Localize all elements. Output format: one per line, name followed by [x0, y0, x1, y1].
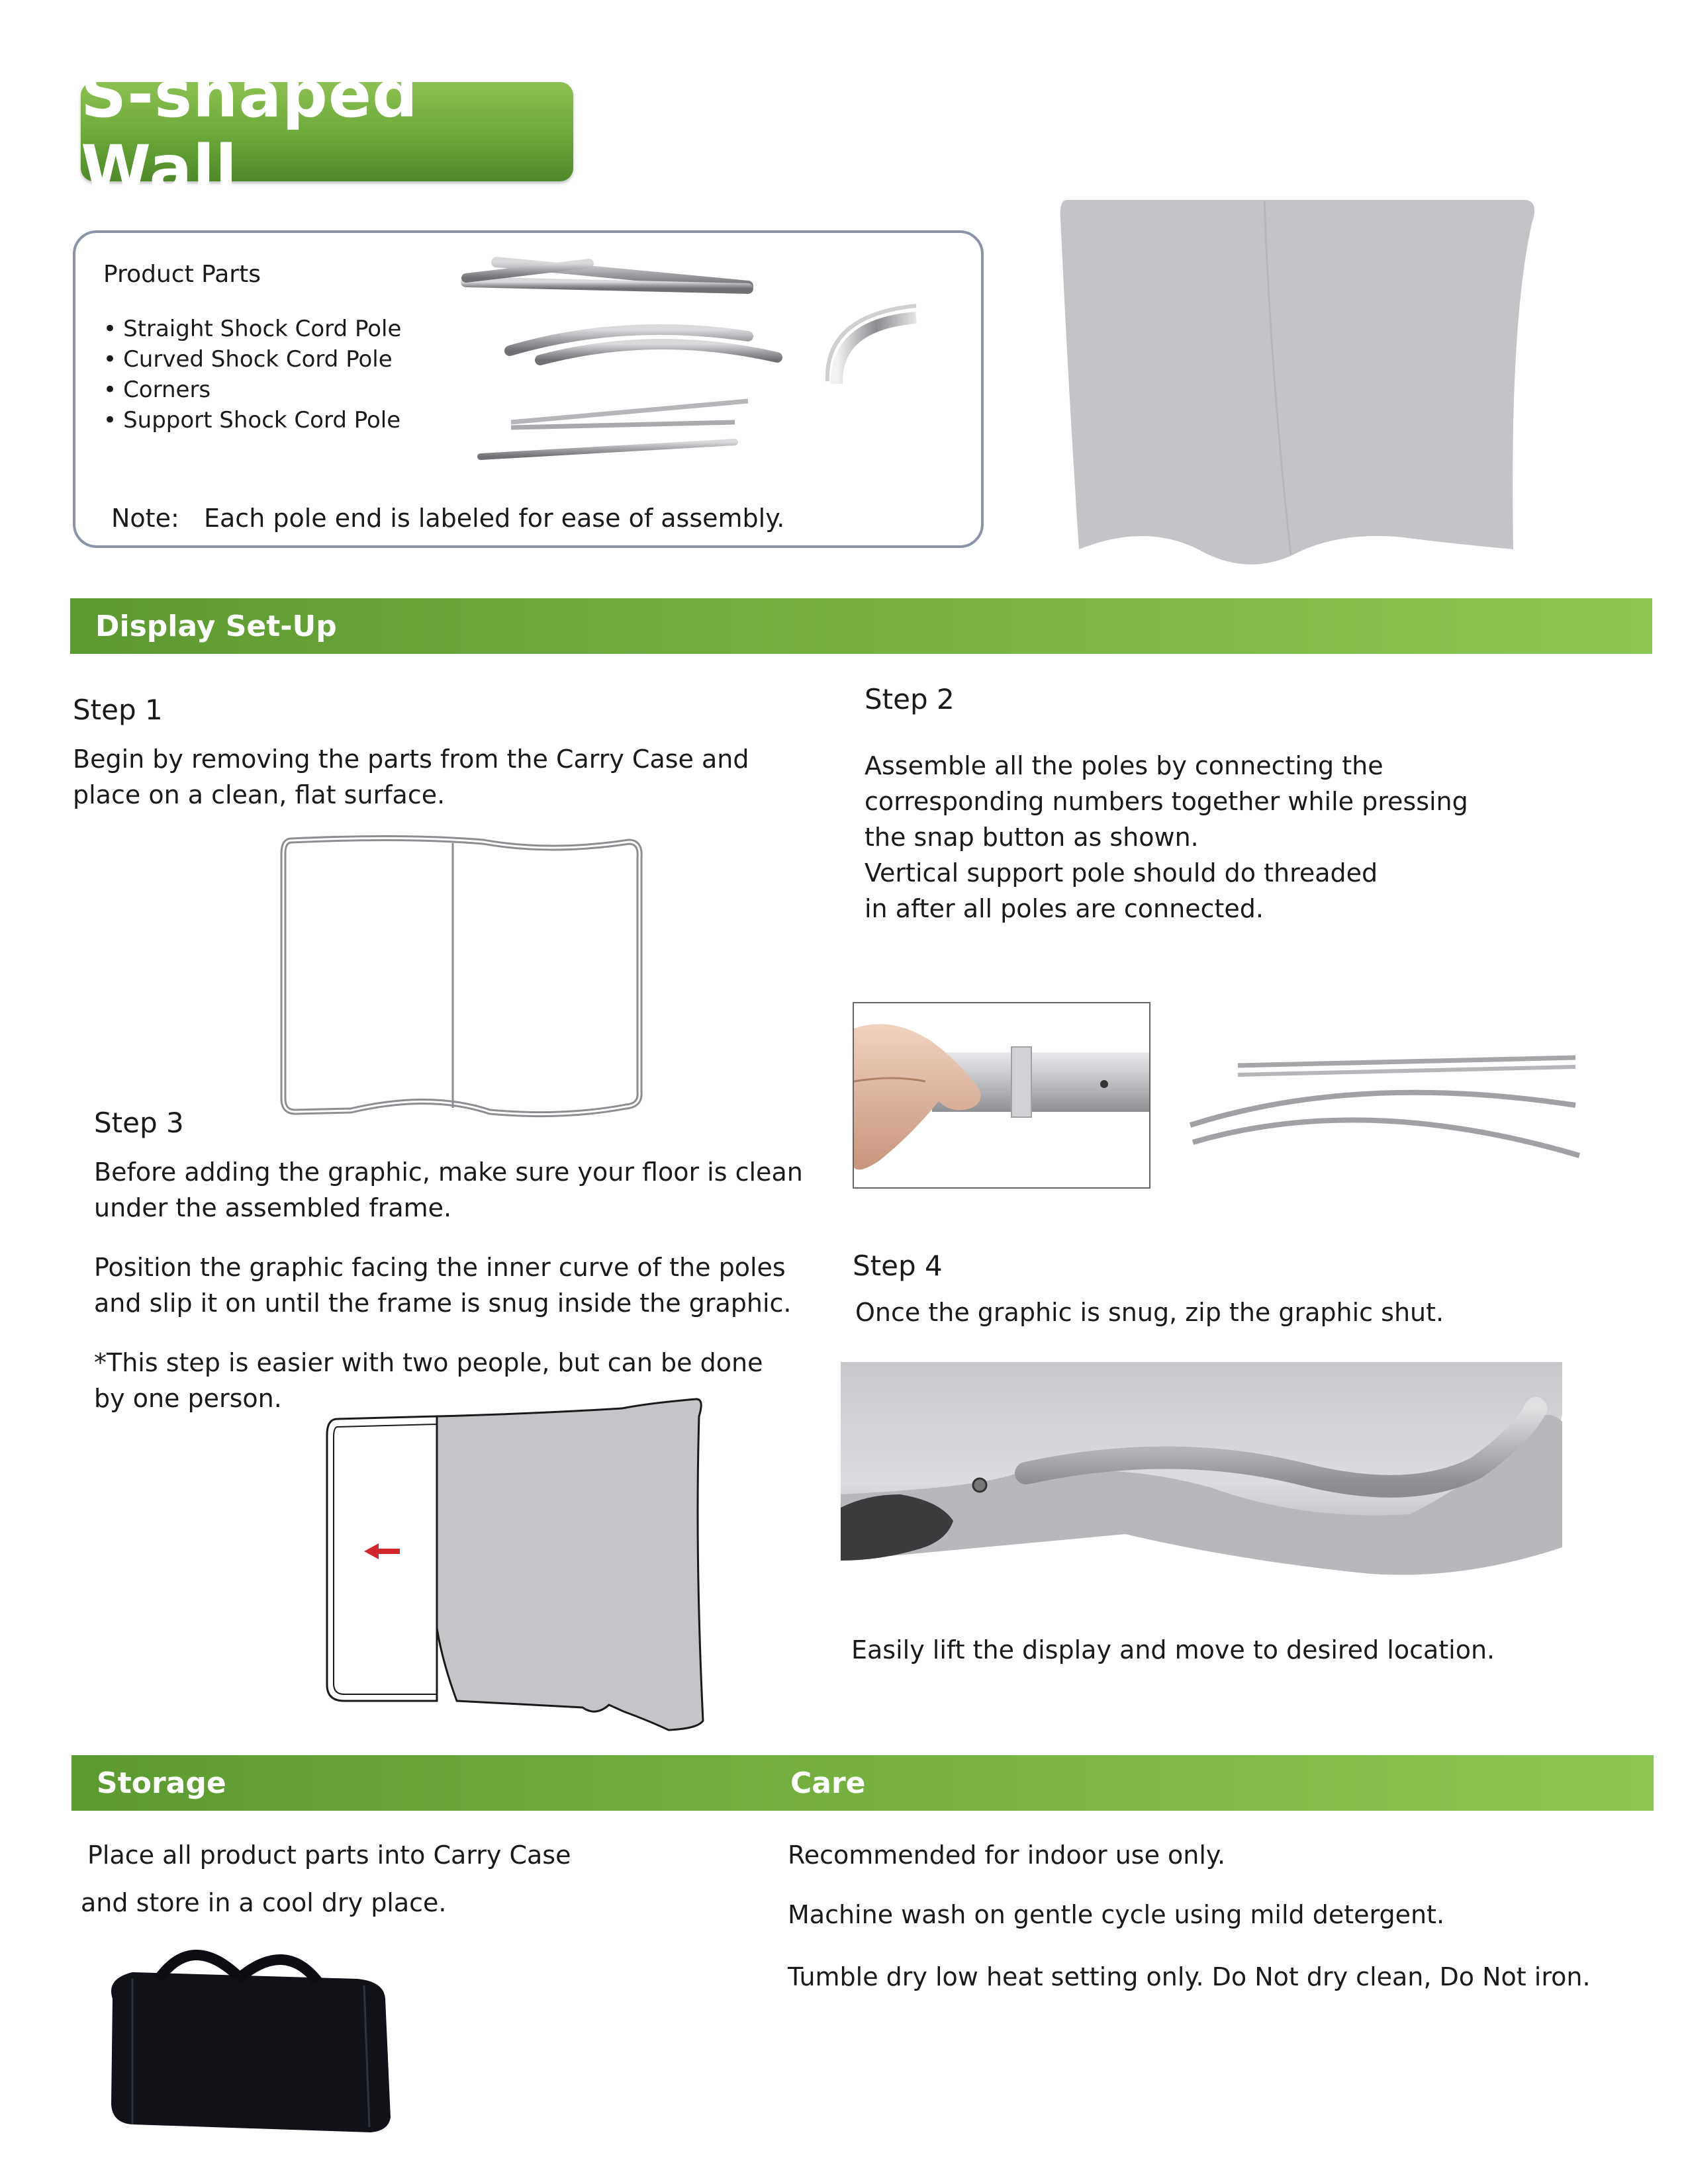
care-line-1: Recommended for indoor use only. — [788, 1841, 1226, 1870]
parts-illustration — [457, 251, 933, 477]
corner-icon — [827, 306, 916, 384]
step1-line-1: Begin by removing the parts from the Carry Case and — [73, 745, 749, 774]
product-parts-list — [103, 314, 401, 435]
step3-p2-line-2: and slip it on until the frame is snug inside the graphic. — [94, 1289, 792, 1318]
product-parts-heading: Product Parts — [103, 261, 261, 288]
list-item: • Corners — [103, 375, 401, 405]
step3-p1-line-2: under the assembled frame. — [94, 1193, 452, 1222]
section-header-storage-care — [71, 1755, 1654, 1811]
step2-line-1: Assemble all the poles by connecting the — [865, 751, 1383, 780]
care-line-3: Tumble dry low heat setting only. Do Not dry clean, Do Not iron. — [788, 1962, 1591, 1991]
frame-illustration — [271, 827, 649, 1125]
list-item: • Straight Shock Cord Pole — [103, 314, 401, 344]
step3-p3-line-1: *This step is easier with two people, but can be done — [94, 1348, 763, 1377]
step1-line-2: place on a clean, flat surface. — [73, 780, 445, 809]
note-label: Note: — [111, 504, 179, 533]
list-item: • Curved Shock Cord Pole — [103, 344, 401, 375]
assembled-poles-illustration — [1185, 1052, 1582, 1171]
step3-p2-line-1: Position the graphic facing the inner curve of the poles — [94, 1253, 786, 1282]
support-pole-icon — [481, 401, 748, 457]
page-title: S-shaped Wall — [81, 82, 573, 181]
graphic-slip-illustration — [318, 1390, 715, 1734]
step4-after: Easily lift the display and move to desired location. — [851, 1635, 1495, 1664]
care-heading: Care — [790, 1766, 866, 1800]
setup-heading: Display Set-Up — [95, 609, 337, 643]
step2-line-4: Vertical support pole should do threaded — [865, 858, 1378, 887]
care-line-2: Machine wash on gentle cycle using mild detergent. — [788, 1900, 1445, 1929]
step3-p1-line-1: Before adding the graphic, make sure your floor is clean — [94, 1158, 803, 1187]
zip-photo — [841, 1362, 1562, 1587]
step4-title: Step 4 — [853, 1250, 943, 1282]
step2-line-5: in after all poles are connected. — [865, 894, 1264, 923]
straight-pole-icon — [466, 262, 748, 289]
section-header-setup — [70, 598, 1652, 654]
step2-line-2: corresponding numbers together while pressing — [865, 787, 1468, 816]
step2-title: Step 2 — [865, 683, 955, 715]
step2-line-3: the snap button as shown. — [865, 823, 1199, 852]
storage-line-1: Place all product parts into Carry Case — [87, 1841, 571, 1870]
wall-graphic-illustration — [1046, 192, 1542, 569]
step4-line: Once the graphic is snug, zip the graphic shut. — [855, 1298, 1444, 1327]
list-item: • Support Shock Cord Pole — [103, 405, 401, 435]
carry-case-photo — [93, 1926, 404, 2144]
step3-p3-line-2: by one person. — [94, 1384, 282, 1413]
snap-button-photo — [853, 1002, 1150, 1189]
storage-heading: Storage — [97, 1766, 226, 1800]
curved-pole-icon — [510, 330, 777, 360]
storage-line-2: and store in a cool dry place. — [81, 1888, 447, 1917]
note-text: Each pole end is labeled for ease of assembly. — [204, 504, 785, 533]
step3-title: Step 3 — [94, 1107, 184, 1139]
step1-title: Step 1 — [73, 694, 163, 726]
